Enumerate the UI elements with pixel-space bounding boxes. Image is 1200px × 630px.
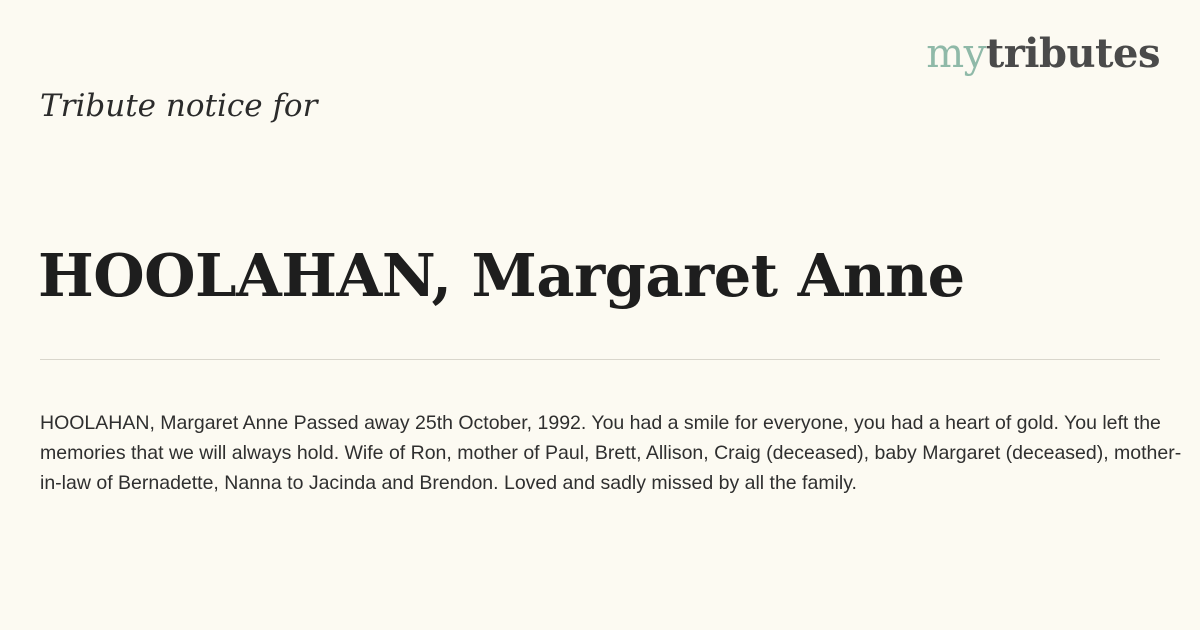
horizontal-divider <box>40 359 1160 360</box>
logo-prefix: my <box>926 31 986 77</box>
notice-kicker: Tribute notice for <box>40 88 318 124</box>
logo-suffix: tributes <box>985 30 1160 77</box>
page-title: HOOLAHAN, Margaret Anne <box>38 240 965 310</box>
notice-body-text: HOOLAHAN, Margaret Anne Passed away 25th October, 1992. You had a smile for everyone, you had a heart of gold. You left the memories that we will always hold. Wife of Ron, mother of Paul, Brett, Allison, Craig (deceased), baby Margaret (deceased), mother-in-law of Bernadette, Nanna to Jacinda and Brendon. Loved and sadly missed by all the family. <box>40 411 1182 494</box>
mytributes-logo[interactable] <box>926 30 1160 77</box>
